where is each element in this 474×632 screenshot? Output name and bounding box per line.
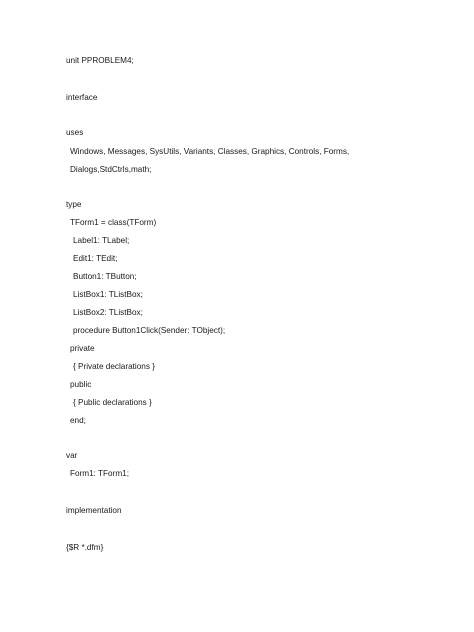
- code-line: uses: [66, 128, 84, 137]
- code-line: unit PPROBLEM4;: [66, 56, 134, 65]
- code-line: Label1: TLabel;: [73, 236, 130, 245]
- code-line: interface: [66, 93, 98, 102]
- code-line: ListBox1: TListBox;: [73, 290, 143, 299]
- code-line: type: [66, 200, 82, 209]
- code-line: { Public declarations }: [73, 398, 152, 407]
- code-line: var: [66, 451, 78, 460]
- code-line: Windows, Messages, SysUtils, Variants, Classes, Graphics, Controls, Forms,: [70, 147, 350, 156]
- code-line: TForm1 = class(TForm): [70, 218, 157, 227]
- code-line: Edit1: TEdit;: [73, 254, 118, 263]
- code-line: { Private declarations }: [73, 362, 155, 371]
- code-line: ListBox2: TListBox;: [73, 308, 143, 317]
- code-line: end;: [70, 416, 86, 425]
- code-line: procedure Button1Click(Sender: TObject);: [73, 326, 226, 335]
- code-line: Form1: TForm1;: [70, 469, 129, 478]
- code-line: public: [70, 380, 92, 389]
- code-line: {$R *.dfm}: [66, 543, 104, 552]
- code-line: Button1: TButton;: [73, 272, 137, 281]
- code-line: implementation: [66, 506, 122, 515]
- code-line: private: [70, 344, 95, 353]
- code-line: Dialogs,StdCtrls,math;: [70, 165, 152, 174]
